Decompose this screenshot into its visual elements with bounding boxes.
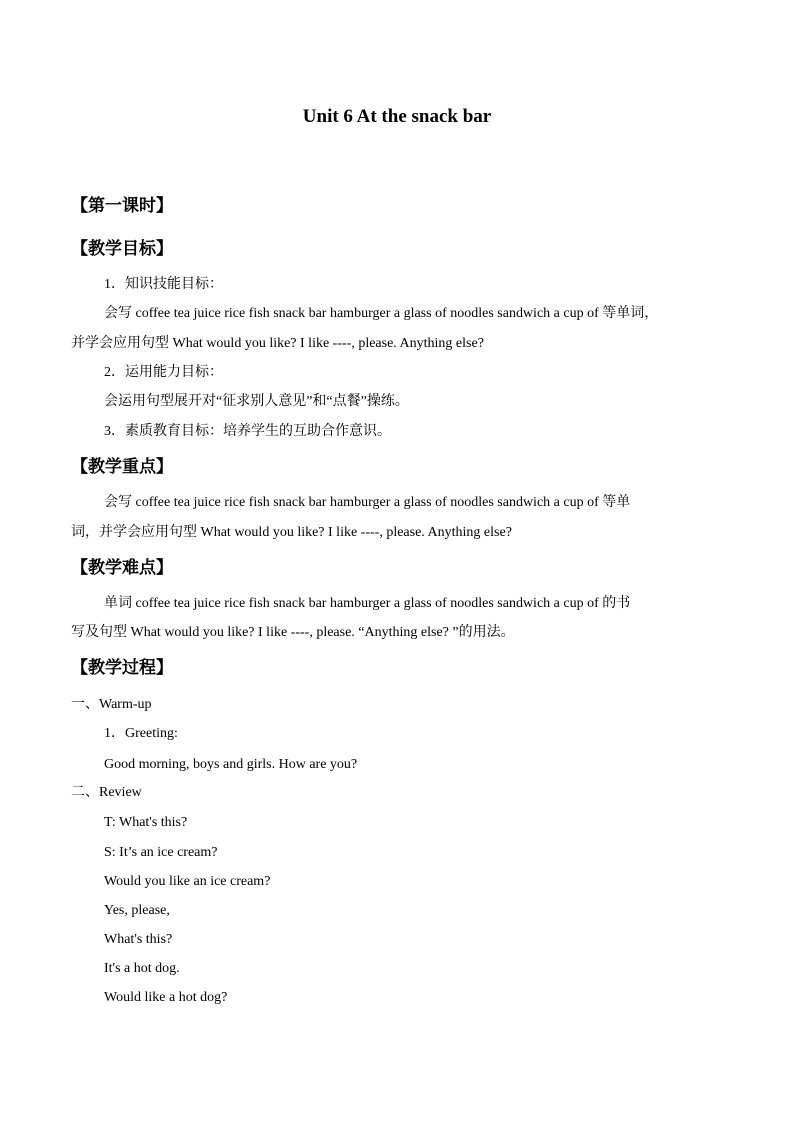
- dialogue-line: Would like a hot dog?: [104, 990, 228, 1005]
- dialogue-line: T: What's this?: [104, 815, 188, 830]
- dialogue-line: S: It’s an ice cream?: [104, 845, 218, 860]
- process-heading: 【教学过程】: [71, 658, 173, 677]
- goal-2-label: 2．运用能力目标：: [104, 365, 223, 380]
- greeting-line: Good morning, boys and girls. How are you?: [104, 757, 358, 772]
- goal-3-text: 3．素质教育目标：培养学生的互助合作意识。: [104, 424, 391, 439]
- key-points-line-2: 词，并学会应用句型 What would you like? I like ----, please. Anything else?: [71, 525, 512, 540]
- goal-1-text-line-1: 会写 coffee tea juice rice fish snack bar hamburger a glass of noodles sandwich a cup of 等单词，: [104, 306, 659, 321]
- goal-1-text-line-2: 并学会应用句型 What would you like? I like ----, please. Anything else?: [71, 336, 484, 351]
- difficulties-heading: 【教学难点】: [71, 558, 173, 577]
- dialogue-line: Yes, please,: [104, 903, 170, 918]
- difficulties-line-1: 单词 coffee tea juice rice fish snack bar hamburger a glass of noodles sandwich a cup of 的书: [104, 596, 631, 611]
- greeting-label: 1．Greeting:: [104, 726, 178, 741]
- key-points-heading: 【教学重点】: [71, 457, 173, 476]
- section-warm-up: 一、Warm-up: [71, 697, 152, 712]
- goals-heading: 【教学目标】: [71, 239, 173, 258]
- key-points-line-1: 会写 coffee tea juice rice fish snack bar hamburger a glass of noodles sandwich a cup of 等单: [104, 495, 631, 510]
- document-title: Unit 6 At the snack bar: [302, 106, 492, 127]
- dialogue-line: Would you like an ice cream?: [104, 874, 271, 889]
- goal-2-text: 会运用句型展开对“征求别人意见”和“点餐”操练。: [104, 394, 409, 409]
- lesson-heading: 【第一课时】: [71, 196, 173, 215]
- section-review: 二、Review: [71, 785, 142, 800]
- dialogue-line: What's this?: [104, 932, 173, 947]
- difficulties-line-2: 写及句型 What would you like? I like ----, please. “Anything else? ”的用法。: [71, 625, 515, 640]
- goal-1-label: 1．知识技能目标：: [104, 277, 223, 292]
- dialogue-line: It's a hot dog.: [104, 961, 180, 976]
